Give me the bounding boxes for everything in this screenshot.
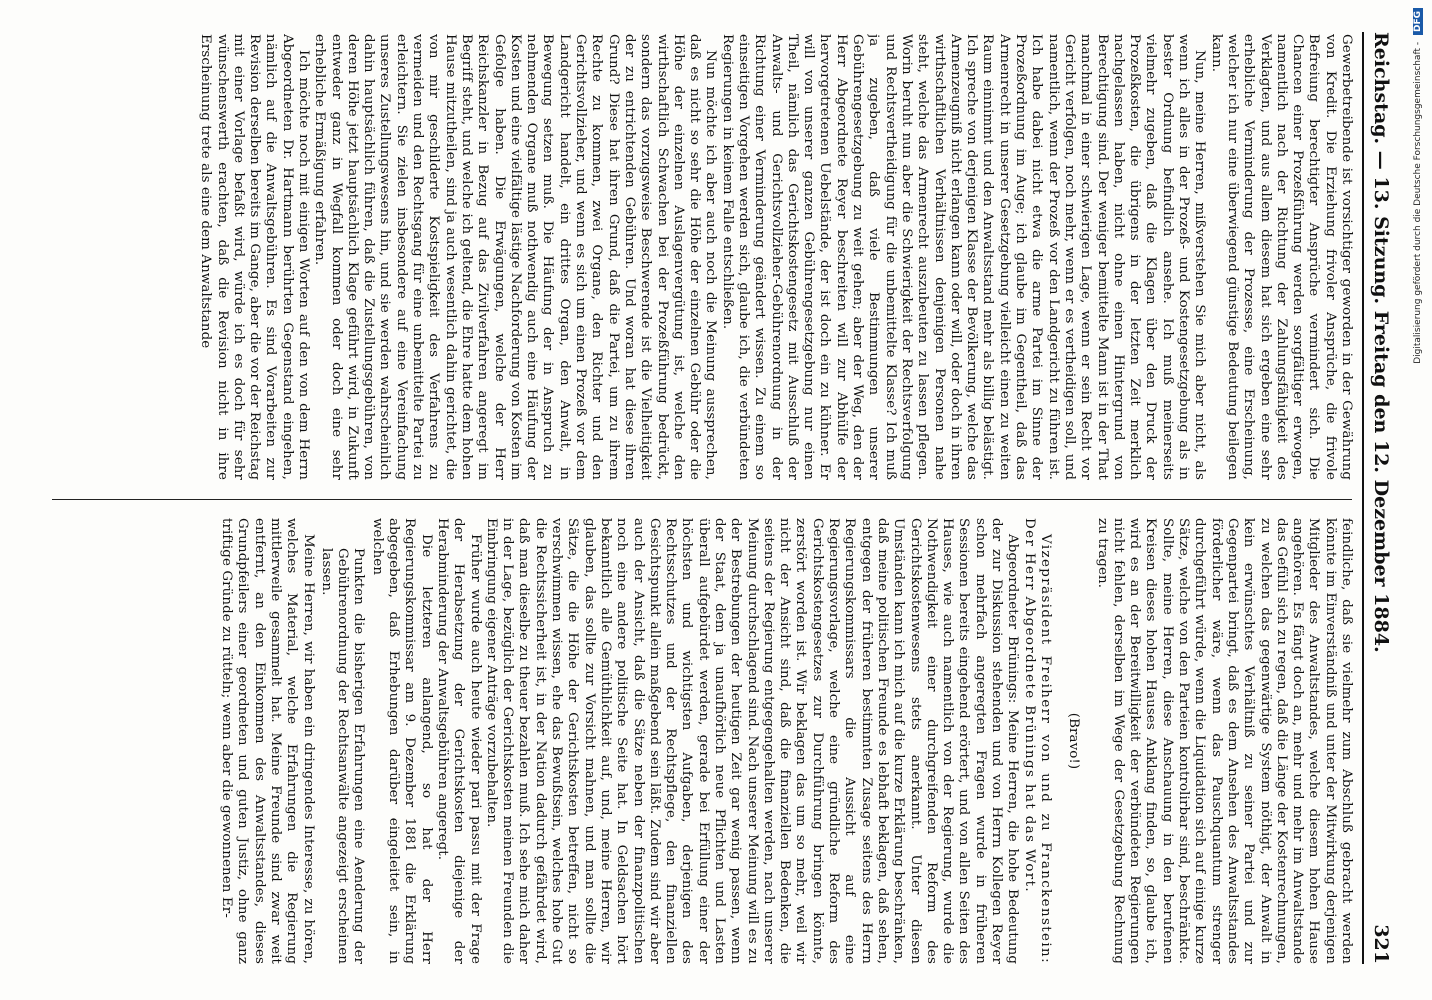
paragraph: Ich möchte noch mit einigen Worten auf den von dem Herrn Abgeordneten Dr. Hartmann berührten Gegenstand eingehen, nämlich auf die Anwaltsgebühren. Es sind Vorarbeiten zur Revision derselben bereits im Gange, aber die vor der Reichstag mit einer Vorlage befaßt wird, würde ich es doch für sehr wünschenswerth erachten, daß die Revision nicht in ihre Erscheinung trete als eine dem Anwaltstande [198, 34, 311, 480]
running-head-title: Reichstag. — 13. Sitzung. Freitag den 12. Dezember 1884. [1370, 32, 1392, 653]
page-number: 321 [1370, 924, 1392, 964]
running-head [1362, 32, 1396, 964]
dfg-credit-label: Digitalisierung gefördert durch die Deutsche Forschungsgemeinschaft - [1413, 41, 1423, 364]
paragraph: feindliche, daß sie vielmehr zum Abschluß gebracht werden könnte im Einverständniß und unter der Mitwirkung derjenigen Mitglieder des Anwaltstandes, welche diesem hohen Hause angehören. Es fängt doch an, mehr und mehr im Anwaltstande das Gefühl sich zu regen, daß die Länge der Kostenrechnungen, zu welchen das gegenwärtige System nöthigt, der Anwalt in kein erwünschtes Verhältniß zu seiner Partei und zur Gegenpartei bringt, daß es dem Ansehen des Anwaltsstandes förderlicher wäre, wenn das Pauschquantum strenger durchgeführt würde, wenn die Liquidation sich auf einige kurze Sätze, welche von den Parteien kontrolirbar sind, beschränkte. Sollte, meine Herren, diese Anschauung in den berufenen Kreisen dieses hohen Hauses Anklang finden, so, glaube ich, wird es an der Bereitwilligkeit der verbündeten Regierungen nicht fehlen, derselben im Wege der Gesetzgebung Rechnung zu tragen. [1094, 518, 1354, 964]
paragraph: Gewerbetreibende ist vorsichtiger geworden in der Gewährung von Kredit. Die Erziehung frivoler Ansprüche, die frivole Befreiung berechtigter Ansprüche vermindert sich. Die Chancen einer Prozeßführung werden sorgfältiger erwogen, namentlich nach der Richtung der Zahlungsfähigkeit des Verklagten, und aus allem diesem hat sich ergeben eine sehr erhebliche Verminderung der Prozesse, eine Erscheinung, welcher ich nur eine überwiegend günstige Bedeutung beilegen kann. [1208, 34, 1354, 480]
speech-paragraph: Früher wurde auch heute wieder pari passu mit der Frage der Herabsetzung der Gerichtskosten diejenige der Herabminderung der Anwaltsgebühren angeregt. [434, 518, 483, 964]
speech-paragraph: Die letzteren anlangend, so hat der Herr Regierungskommissar am 9. Dezember 1881 die Erklärung abgegeben, daß Erhebungen darüber eingeleitet sein, in welchen [369, 518, 434, 964]
dfg-logo: DFG [1413, 8, 1423, 35]
text-column-left [32, 34, 1354, 480]
dfg-credit [1413, 8, 1427, 992]
paragraph: Nun möchte ich aber auch noch die Meinung aussprechen, daß es nicht so sehr die Höhe der einzelnen Gebühr oder die Höhe der einzelnen Auslagenvergütung ist, welche den wirthschaftlich Schwachen bei der Prozeßführung bedrückt, sondern das vorzugsweise Beschwerende ist die Vielheitigkeit der zu entrichtenden Gebühren. Und woran hat diese ihren Grund? Diese hat ihren Grund, daß die Partei, um zu ihrem Rechte zu kommen, zwei Organe, den Richter und den Gerichtsvollzieher, und wenn es sich um einen Prozeß vor dem Landgericht handelt, ein drittes Organ, den Anwalt, in Bewegung setzen muß. Die Häufung der in Anspruch zu nehmenden Organe muß nothwendig auch eine Häufung der Kosten und eine vielfältige lästige Nachforderung von Kosten im Gefolge haben. Die Erwägungen, welche der Herr Reichskanzler in Bezug auf das Zivilverfahren angeregt im Begriff steht, und welche ich geltend, die Ehre hatte dem hohen Hause mitzutheilen, sind ja auch wesentlich dahin gerichtet, die von mir geschilderte Kostspieligkeit des Verfahrens zu vermeiden und den Rechtsgang für eine unbemittelte Partei zu erleichtern. Sie zielen insbesondere auf eine Vereinfachung unseres Zustellungswesens hin, und sie werden wahrscheinlich dahin hauptsächlich führen, daß die Zustellungsgebühren, von deren Höhe jetzt hauptsächlich Klage geführt wird, in Zukunft entweder ganz in Wegfall kommen oder doch eine sehr erhebliche Ermäßigung erfahren. [312, 34, 719, 480]
dfg-credit-text [1413, 8, 1423, 992]
paragraph: Nun, meine Herren, mißverstehen Sie mich aber nicht, als wenn ich alles in der Prozeß- und Kostengesetzgebung als in bester Ordnung befindlich ansehe. Ich muß meinerseits vielmehr zugeben, daß die Klagen über den Druck der Prozeßkosten, die übrigens in der letzten Zeit merklich nachgelassen haben, nicht ohne einen Hintergrund von Berechtigung sind. Der weniger bemittelte Mann ist in der That manchmal in einer schwierigen Lage, wenn er sein Recht vor Gericht verfolgen, noch mehr, wenn er es vertheidigen soll, und namentlich, wenn der Prozeß vor den Landgericht zu führen ist. Ich habe dabei nicht etwa die arme Partei im Sinne der Prozeßordnung im Auge; ich glaube im Gegentheil, daß das Armenrecht in unserer Gesetzgebung vielleicht einen zu weiten Raum einnimmt und den Anwaltsstand mehr als billig belästigt. Ich spreche von derjenigen Klasse der Bevölkerung, welche das Armenzeugniß nicht erlangen kann oder will, oder doch in ihren wirthschaftlichen Verhältnissen denjenigen Personen nahe steht, welche das Armenrecht auszubeuten zu lassen pflegen. Worin beruht nun aber die Schwierigkeit der Rechtsverfolgung und Rechtsvertheidigung für die unbemittelte Klasse? Ich muß ja zugeben, daß viele Bestimmungen unserer Gebührengesetzgebung zu weit gehen; aber der Weg, den der Herr Abgeordnete Reyer beschreiten will zur Abhülfe der hervorgetretenen Uebelstände, der ist doch ein zu kühner. Er will von unserer ganzen Gebührengesetzgebung nur einen Theil, nämlich das Gerichtskostengesetz mit Ausschluß der Anwalts- und Gerichtsvollzieher-Gebührenordnung in der Richtung einer Verminderung geändert wissen. Zu einem so einseitigen Vorgehen werden sich, glaube ich, die verbündeten Regierungen in keinem Falle entschließen. [719, 34, 1208, 480]
text-column-right [32, 518, 1354, 964]
speech-paragraph: Meine Herren, wir haben ein dringendes Interesse, zu hören, welches Material, welche Erfahrungen die Regierung mittlerweile gesammelt hat. Meine Freunde sind zwar weit entfernt, an den Einkommen des Anwaltsstandes, dieses Grundpfeilers einer geordneten und guten Justiz, ohne ganz triftige Gründe zu rütteln; wenn aber die gewonnenen Er- [219, 518, 316, 964]
vice-president-remark: Vizepräsident Freiherr von und zu Franckenstein: Der Herr Abgeordnete Brünings hat das Wort. [1021, 518, 1053, 964]
quoted-statement: Punkten die bisherigen Erfahrungen eine Aenderung der Gebührenordnung der Rechtsanwälte angezeigt erscheinen lassen. [318, 548, 367, 964]
column-divider [52, 499, 1352, 500]
speech-paragraph: Abgeordneter Brünings: Meine Herren, die hohe Bedeutung der zur Diskussion stehenden und von Herrn Kollegen Reyer schon mehrfach angeregten Fragen wurde in früheren Sessionen bereits eingehend erörtert, und von allen Seiten des Hauses, wie auch namentlich von der Regierung, wurde die Nothwendigkeit einer durchgreifenden Reform des Gerichtskostenwesens stets anerkannt. Unter diesen Umständen kann ich mich auf die kurze Erklärung beschränken, daß meine politischen Freunde es lebhaft beklagen, daß sehen, entgegen der früheren bestimmten Zusage seitens des Herrn Regierungskommissars die Aussicht auf eine Regierungsvorlage, welche eine gründliche Reform des Gerichtskostengesetzes zur Durchführung bringen könnte, zerstört worden ist. Wir beklagen das um so mehr, weil wir nicht der Ansicht sind, daß die finanziellen Bedenken, die seitens der Regierung entgegengehalten werden, nach unserer Meinung durchschlagend sind. Nach unserer Meinung will es zu der Bestrebungen der heutigen Zeit gar wenig passen, wenn der Staat, dem ja unaufhörlich neue Pflichten und Lasten überall aufgebürdet werden, gerade bei Erfüllung einer der höchsten und wichtigsten Aufgaben, derjenigen des Rechtsschutzes und der Rechtspflege, den finanziellen Gesichtspunkt allein maßgebend sein läßt. Zudem sind wir aber auch der Ansicht, daß die Sätze neben der finanzpolitischen noch eine andere politische Seite hat. In Geldsachen hört bekanntlich alle Gemüthlichkeit auf, und, meine Herren, wir glauben, das sollte zur Vorsicht mahnen, und man sollte die Sätze, die die Höhe der Gerichtskosten betreffen, nicht so verschwimmen wissen, ehe das Bewußtsein, welches hohe Gut die Rechtssicherheit ist, in der Nation dadurch gefährdet wird, daß man dieselbe zu theuer bezahlen muß. Ich sehe mich daher in der Lage, bezüglich der Gerichtskosten meinen Freunden die Einbringung eigener Anträge vorzubehalten. [483, 518, 1021, 964]
applause-note: (Bravo!) [1066, 712, 1082, 770]
